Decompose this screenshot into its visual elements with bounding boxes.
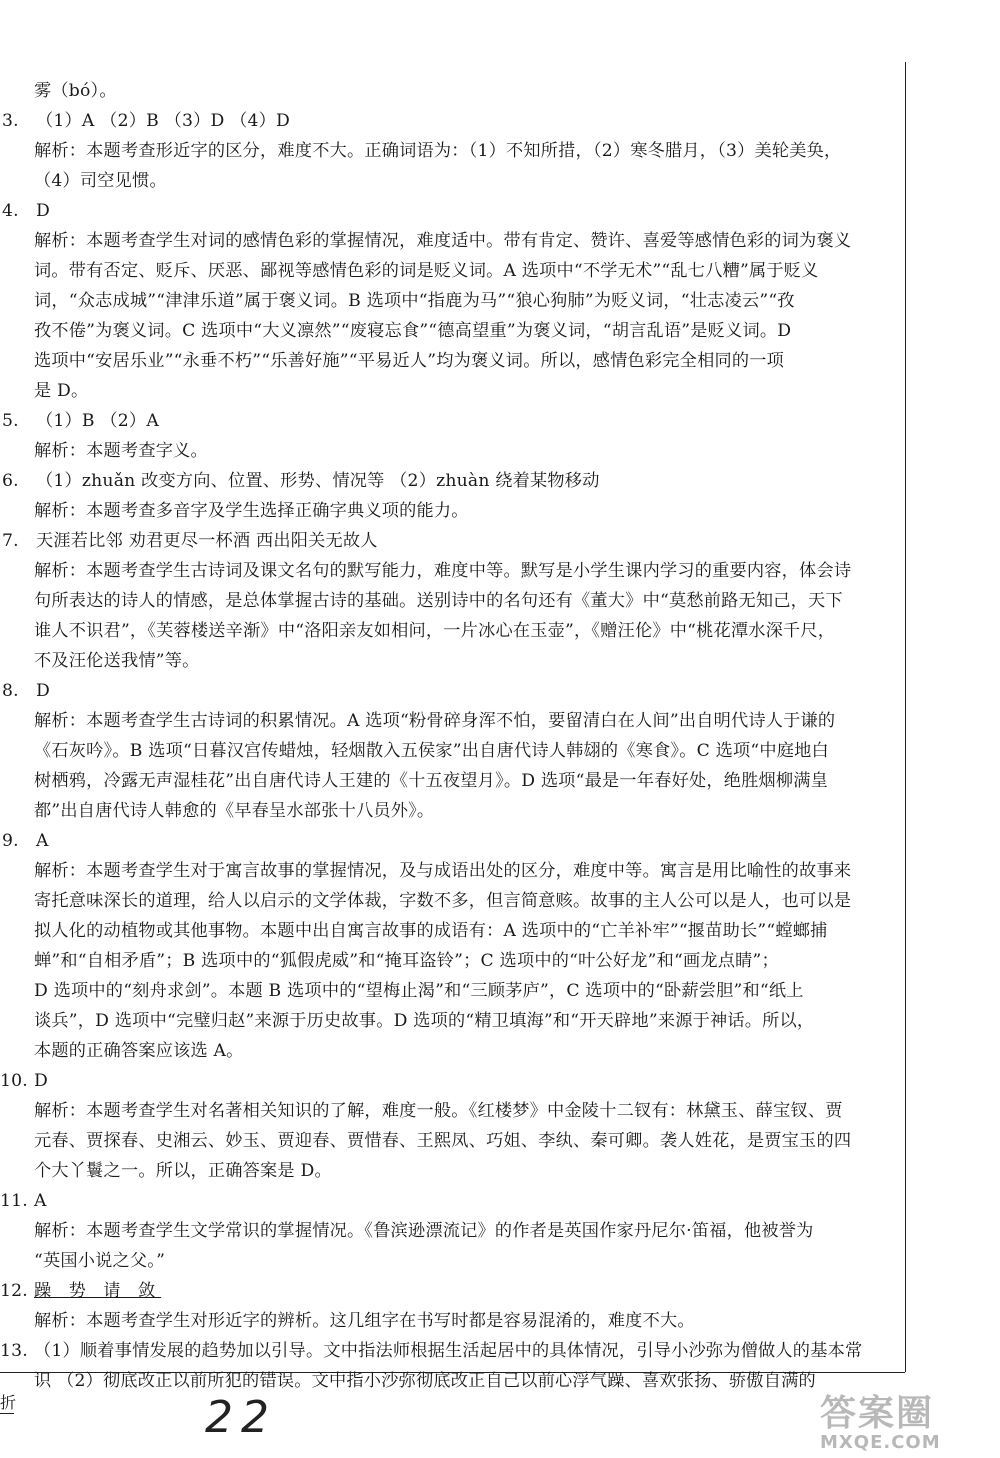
text-line (0, 496, 895, 526)
line-text: D (36, 681, 50, 701)
text-line (0, 376, 895, 406)
line-text: 躁 势 请 敛 (34, 1281, 162, 1301)
line-text: 个大丫鬟之一。所以，正确答案是 D。 (34, 1161, 332, 1181)
question-number: 3. (2, 111, 19, 131)
line-text: 解析：本题考查学生对于寓言故事的掌握情况，及与成语出处的区分，难度中等。寓言是用比喻性的故事来 (34, 861, 852, 881)
text-line (0, 556, 895, 586)
line-text: （1）顺着事情发展的趋势加以引导。文中指法师根据生活起居中的具体情况，引导小沙弥为僧做人的基本常 (34, 1341, 863, 1361)
line-text: 词。带有否定、贬斥、厌恶、鄙视等感情色彩的词是贬义词。A 选项中“不学无术”“乱七八糟”属于贬义 (34, 261, 819, 281)
question-line (0, 1066, 895, 1096)
question-line (0, 1276, 895, 1306)
line-text: 不及汪伦送我情”等。 (34, 651, 200, 671)
text-line (0, 1306, 895, 1336)
question-line (0, 106, 895, 136)
line-text: 元春、贾探春、史湘云、妙玉、贾迎春、贾惜春、王熙凤、巧姐、李纨、秦可卿。袭人姓花，是贾宝玉的四 (34, 1131, 852, 1151)
question-line (0, 676, 895, 706)
line-text: 雾（bó）。 (34, 81, 117, 101)
line-text: 都”出自唐代诗人韩愈的《早春呈水部张十八员外》。 (34, 801, 435, 821)
line-text: 《石灰吟》。B 选项“日暮汉宫传蜡烛，轻烟散入五侯家”出自唐代诗人韩翃的《寒食》。C 选项“中庭地白 (34, 741, 829, 761)
line-text: 解析：本题考查学生对形近字的辨析。这几组字在书写时都是容易混淆的，难度不大。 (34, 1311, 695, 1331)
text-line (0, 346, 895, 376)
text-line (0, 436, 895, 466)
text-line (0, 1006, 895, 1036)
question-number: 6. (2, 471, 19, 491)
text-line (0, 1366, 895, 1396)
answer-text (0, 76, 895, 1396)
line-text: （1）A （2）B （3）D （4）D (36, 111, 291, 131)
question-line (0, 1336, 895, 1366)
line-text: 天涯若比邻 劝君更尽一杯酒 西出阳关无故人 (36, 531, 378, 551)
line-text: 解析：本题考查学生古诗词及课文名句的默写能力，难度中等。默写是小学生课内学习的重要内容，体会诗 (34, 561, 852, 581)
line-text: （4）司空见惯。 (34, 171, 167, 191)
text-line (0, 1096, 895, 1126)
question-line (0, 466, 895, 496)
line-text: 句所表达的诗人的情感，是总体掌握古诗的基础。送别诗中的名句还有《董大》中“莫愁前路无知己，天下 (34, 591, 843, 611)
line-text: D 选项中的“刻舟求剑”。本题 B 选项中的“望梅止渴”和“三顾茅庐”，C 选项中的“卧薪尝胆”和“纸上 (34, 981, 804, 1001)
question-number: 5. (2, 411, 19, 431)
question-number: 12. (0, 1281, 28, 1301)
line-text: 蝉”和“自相矛盾”；B 选项中的“狐假虎威”和“掩耳盗铃”；C 选项中的“叶公好龙”和“画龙点睛”； (34, 951, 779, 971)
line-text: 解析：本题考查学生对名著相关知识的了解，难度一般。《红楼梦》中金陵十二钗有：林黛玉、薛宝钗、贾 (34, 1101, 843, 1121)
question-number: 7. (2, 531, 19, 551)
line-text: 解析：本题考查学生古诗词的积累情况。A 选项“粉骨碎身浑不怕，要留清白在人间”出自明代诗人于谦的 (34, 711, 836, 731)
text-line (0, 256, 895, 286)
watermark-bottom: MXQE.COM (820, 1432, 941, 1453)
line-text: 解析：本题考查学生文学常识的掌握情况。《鲁滨逊漂流记》的作者是英国作家丹尼尔·笛福，他被誉为 (34, 1221, 814, 1241)
text-line (0, 976, 895, 1006)
line-text: D (36, 201, 50, 221)
text-line (0, 946, 895, 976)
question-line (0, 826, 895, 856)
question-number: 10. (0, 1071, 28, 1091)
line-text: 是 D。 (34, 381, 89, 401)
line-text: 解析：本题考查形近字的区分，难度不大。正确词语为：（1）不知所措，（2）寒冬腊月，（3）美轮美奂， (34, 141, 842, 161)
text-line (0, 886, 895, 916)
line-text: 本题的正确答案应该选 A。 (34, 1041, 244, 1061)
text-line (0, 736, 895, 766)
question-number: 9. (2, 831, 19, 851)
line-text: A (36, 831, 49, 851)
text-line (0, 856, 895, 886)
watermark-top: 答案圈 (820, 1393, 935, 1434)
question-line (0, 196, 895, 226)
question-number: 11. (0, 1191, 28, 1211)
line-text: 谁人不识君”，《芙蓉楼送辛渐》中“洛阳亲友如相问，一片冰心在玉壶”，《赠汪伦》中“桃花潭水深千尺， (34, 621, 836, 641)
text-line (0, 706, 895, 736)
text-line (0, 226, 895, 256)
question-line (0, 526, 895, 556)
line-text: 孜不倦”为褒义词。C 选项中“大义凛然”“废寝忘食”“德高望重”为褒义词，“胡言乱语”是贬义词。D (34, 321, 792, 341)
right-margin-rule (905, 62, 906, 1372)
line-text: 解析：本题考查学生对词的感情色彩的掌握情况，难度适中。带有肯定、赞许、喜爱等感情色彩的词为褒义 (34, 231, 852, 251)
text-line (0, 1246, 895, 1276)
text-line (0, 316, 895, 346)
text-line (0, 766, 895, 796)
line-text: 谈兵”，D 选项中“完璧归赵”来源于历史故事。D 选项的“精卫填海”和“开天辟地”来源于神话。所以， (34, 1011, 815, 1031)
handwritten-page-number: 22 (205, 1392, 277, 1443)
line-text: D (34, 1071, 48, 1091)
text-line (0, 916, 895, 946)
line-text: 选项中“安居乐业”“永垂不朽”“乐善好施”“平易近人”均为褒义词。所以，感情色彩完全相同的一项 (34, 351, 785, 371)
text-line (0, 76, 895, 106)
question-line (0, 1186, 895, 1216)
text-line (0, 646, 895, 676)
line-text: 拟人化的动植物或其他事物。本题中出自寓言故事的成语有：A 选项中的“亡羊补牢”“揠苗助长”“螳螂捕 (34, 921, 828, 941)
line-text: 解析：本题考查字义。 (34, 441, 208, 461)
line-text: 识 （2）彻底改正以前所犯的错误。文中指小沙弥彻底改正自己以前心浮气躁、喜欢张扬、骄傲自满的 (34, 1371, 816, 1391)
text-line (0, 1156, 895, 1186)
text-line (0, 1126, 895, 1156)
text-line (0, 586, 895, 616)
line-text: 寄托意味深长的道理，给人以启示的文学体裁，字数不多，但言简意赅。故事的主人公可以是人，也可以是 (34, 891, 852, 911)
text-line (0, 796, 895, 826)
line-text: （1）zhuǎn 改变方向、位置、形势、情况等 （2）zhuàn 绕着某物移动 (36, 471, 600, 491)
question-line (0, 406, 895, 436)
line-text: 树栖鸦，冷露无声湿桂花”出自唐代诗人王建的《十五夜望月》。D 选项“最是一年春好处，绝胜烟柳满皇 (34, 771, 829, 791)
line-text: “英国小说之父。” (34, 1251, 166, 1271)
line-text: A (34, 1191, 47, 1211)
question-number: 13. (0, 1341, 28, 1361)
watermark-logo (820, 1385, 990, 1455)
text-line (0, 286, 895, 316)
question-number: 4. (2, 201, 19, 221)
text-line (0, 616, 895, 646)
footer-label: 折 (0, 1390, 14, 1414)
line-text: 解析：本题考查多音字及学生选择正确字典义项的能力。 (34, 501, 469, 521)
question-number: 8. (2, 681, 19, 701)
line-text: （1）B （2）A (36, 411, 159, 431)
text-line (0, 1036, 895, 1066)
text-line (0, 136, 895, 166)
text-line (0, 1216, 895, 1246)
line-text: 词，“众志成城”“津津乐道”属于褒义词。B 选项中“指鹿为马”“狼心狗肺”为贬义词，“壮志凌云”“孜 (34, 291, 795, 311)
text-line (0, 166, 895, 196)
